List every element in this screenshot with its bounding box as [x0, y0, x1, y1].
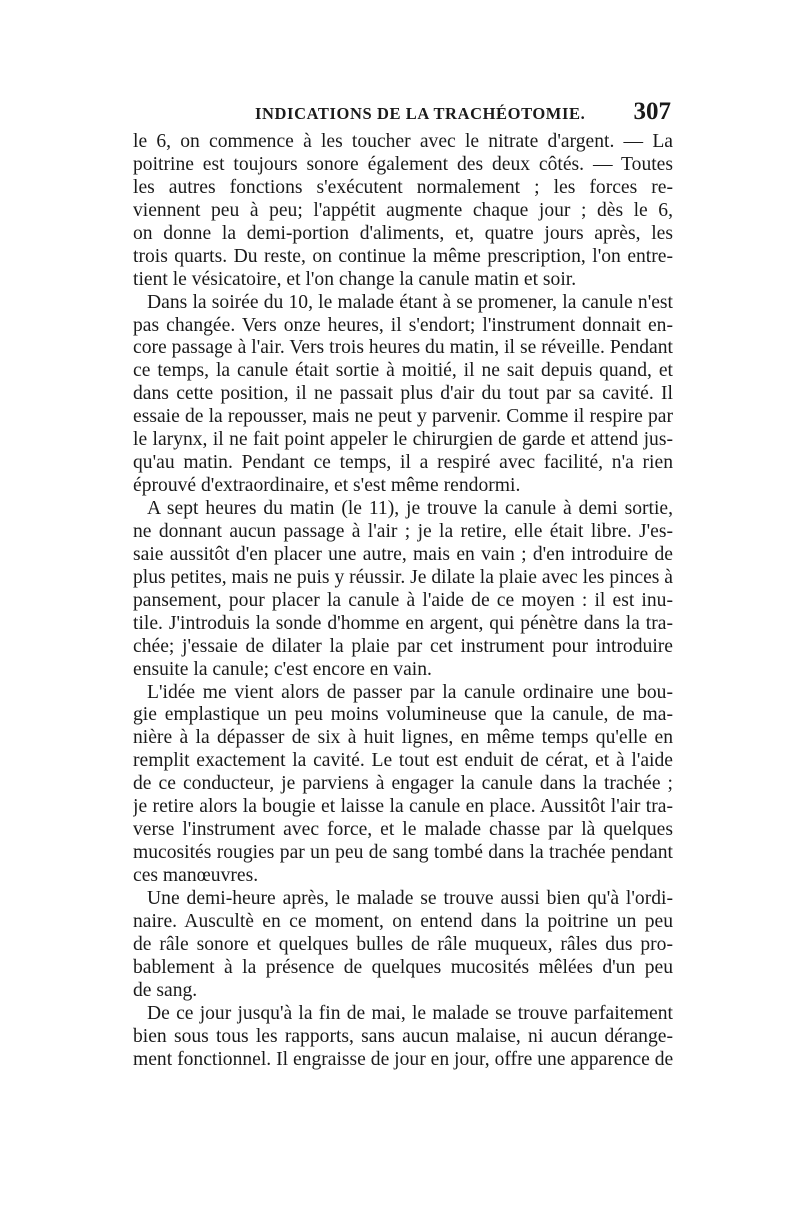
text-line: tient le vésicatoire, et l'on change la canule matin et soir. [133, 268, 577, 290]
text-line: éprouvé d'extraordinaire, et s'est même rendormi. [133, 475, 521, 497]
running-head [133, 98, 673, 128]
text-line: L'idée me vient alors de passer par la canule ordinaire une bou- [147, 681, 673, 703]
paragraph [133, 292, 673, 498]
text-line: tile. J'introduis la sonde d'homme en argent, qui pénètre dans la tra- [133, 612, 673, 634]
paragraph [133, 131, 673, 292]
text-line: bablement à la présence de quelques mucosités mêlées d'un peu [133, 956, 673, 978]
text-line: le larynx, il ne fait point appeler le chirurgien de garde et attend jus- [133, 429, 673, 451]
text-line: ensuite la canule; c'est encore en vain. [133, 658, 432, 680]
text-line: ces manœuvres. [133, 865, 259, 886]
text-line: pas changée. Vers onze heures, il s'endort; l'instrument donnait en- [133, 314, 673, 336]
text-line: ment fonctionnel. Il engraisse de jour en jour, offre une apparence de [133, 1048, 673, 1070]
text-line: gie emplastique un peu moins volumineuse que la canule, de ma- [133, 704, 673, 726]
text-line: pansement, pour placer la canule à l'aide de ce moyen : il est inu- [133, 589, 673, 611]
text-line: de sang. [133, 979, 198, 1001]
text-line: mucosités rougies par un peu de sang tombé dans la trachée pendant [133, 842, 673, 864]
running-title: INDICATIONS DE LA TRACHÉOTOMIE. [255, 104, 586, 123]
text-line: bien sous tous les rapports, sans aucun malaise, ni aucun dérange- [133, 1025, 673, 1047]
paragraph [133, 498, 673, 682]
text-line: les autres fonctions s'exécutent normalement ; les forces re- [133, 176, 673, 198]
paragraph [133, 888, 673, 1003]
text-line: saie aussitôt d'en placer une autre, mais en vain ; d'en introduire de [133, 543, 673, 565]
text-line: remplit exactement la cavité. Le tout est enduit de cérat, et à l'aide [133, 750, 673, 772]
text-line: De ce jour jusqu'à la fin de mai, le malade se trouve parfaitement [147, 1002, 673, 1024]
text-line: A sept heures du matin (le 11), je trouve la canule à demi sortie, [147, 498, 673, 519]
text-line: verse l'instrument avec force, et le malade chasse par là quelques [133, 819, 673, 841]
page-number: 307 [633, 98, 671, 125]
text-line: ce temps, la canule était sortie à moitié, il ne sait depuis quand, et [133, 360, 673, 382]
text-line: de râle sonore et quelques bulles de râle muqueux, râles dus pro- [133, 933, 673, 955]
text-line: je retire alors la bougie et laisse la canule en place. Aussitôt l'air tra- [133, 796, 673, 818]
text-line: dans cette position, il ne passait plus d'air du tout par sa cavité. Il [133, 383, 673, 405]
paragraph [133, 682, 673, 888]
text-line: le 6, on commence à les toucher avec le nitrate d'argent. — La [133, 131, 673, 152]
text-line: essaie de la repousser, mais ne peut y parvenir. Comme il respire par [133, 406, 673, 428]
text-line: nière à la dépasser de six à huit lignes, en même temps qu'elle en [133, 727, 673, 749]
text-line: Dans la soirée du 10, le malade étant à se promener, la canule n'est [147, 291, 673, 313]
text-line: on donne la demi-portion d'aliments, et, quatre jours après, les [133, 222, 673, 244]
text-line: trois quarts. Du reste, on continue la même prescription, l'on entre- [133, 245, 673, 267]
text-line: poitrine est toujours sonore également des deux côtés. — Toutes [133, 153, 673, 175]
text-line: de ce conducteur, je parviens à engager la canule dans la trachée ; [133, 773, 673, 795]
text-line: viennent peu à peu; l'appétit augmente chaque jour ; dès le 6, [133, 199, 673, 221]
text-line: qu'au matin. Pendant ce temps, il a respiré avec facilité, n'a rien [133, 452, 673, 474]
text-line: chée; j'essaie de dilater la plaie par cet instrument pour introduire [133, 635, 673, 657]
text-line: plus petites, mais ne puis y réussir. Je dilate la plaie avec les pinces à [133, 566, 673, 588]
text-line: Une demi-heure après, le malade se trouve aussi bien qu'à l'ordi- [147, 887, 673, 909]
text-line: ne donnant aucun passage à l'air ; je la retire, elle était libre. J'es- [133, 520, 673, 542]
body-text [133, 131, 673, 1071]
text-line: core passage à l'air. Vers trois heures du matin, il se réveille. Pendant [133, 337, 673, 359]
paragraph [133, 1003, 673, 1072]
text-line: naire. Auscultè en ce moment, on entend dans la poitrine un peu [133, 910, 673, 932]
